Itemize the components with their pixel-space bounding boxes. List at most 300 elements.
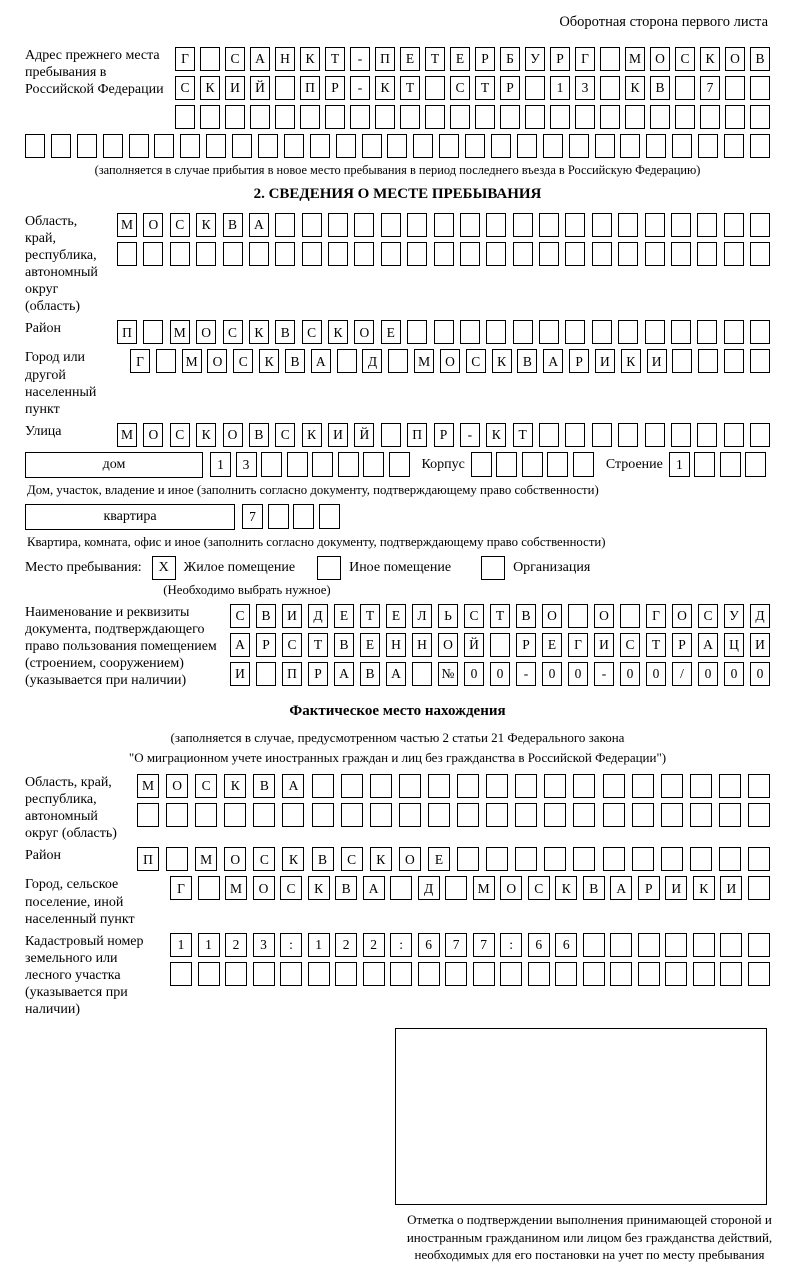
empty-char-cell (335, 962, 357, 986)
char-cell: Й (250, 76, 270, 100)
city-block (25, 349, 770, 417)
char-cell: П (407, 423, 427, 447)
empty-char-cell (428, 774, 450, 798)
region-rows (117, 213, 770, 266)
char-cell: М (117, 423, 137, 447)
char-cell: Р (550, 47, 570, 71)
empty-char-cell (143, 242, 163, 266)
empty-char-cell (232, 134, 252, 158)
empty-char-cell (661, 774, 683, 798)
char-cell: Л (412, 604, 432, 628)
empty-char-cell (308, 962, 330, 986)
korpus-cells (471, 452, 594, 477)
char-cell: Р (308, 662, 328, 686)
empty-char-cell (600, 76, 620, 100)
empty-char-cell (724, 242, 744, 266)
region-block (25, 213, 770, 315)
char-cell: И (225, 76, 245, 100)
district-row (117, 320, 770, 344)
empty-char-cell (750, 423, 770, 447)
char-cell: О (725, 47, 745, 71)
empty-char-cell (515, 803, 537, 827)
empty-char-cell (595, 134, 615, 158)
char-cell: В (253, 774, 275, 798)
char-cell: М (117, 213, 137, 237)
char-cell: П (375, 47, 395, 71)
empty-char-cell (258, 134, 278, 158)
char-cell: Г (175, 47, 195, 71)
empty-char-cell (250, 105, 270, 129)
empty-char-cell (632, 847, 654, 871)
empty-char-cell (539, 242, 559, 266)
actual-district-block (25, 847, 770, 871)
empty-char-cell (381, 242, 401, 266)
char-cell: Р (500, 76, 520, 100)
char-cell: К (700, 47, 720, 71)
empty-char-cell (697, 320, 717, 344)
empty-char-cell (336, 134, 356, 158)
empty-char-cell (200, 105, 220, 129)
empty-char-cell (25, 134, 45, 158)
empty-char-cell (748, 962, 770, 986)
char-cell: В (256, 604, 276, 628)
char-cell: А (249, 213, 269, 237)
char-cell: К (693, 876, 715, 900)
char-cell: Т (325, 47, 345, 71)
stroenie-label: Строение (605, 456, 663, 472)
actual-location-heading: Фактическое место нахождения (289, 703, 506, 720)
char-cell: И (230, 662, 250, 686)
char-cell: А (698, 633, 718, 657)
char-cell: С (464, 604, 484, 628)
char-cell: Р (516, 633, 536, 657)
empty-char-cell (256, 662, 276, 686)
empty-char-cell (515, 847, 537, 871)
char-cell: 1 (550, 76, 570, 100)
empty-char-cell (328, 242, 348, 266)
empty-char-cell (328, 213, 348, 237)
prev-address-row-2 (175, 76, 770, 100)
actual-city-row (170, 876, 770, 900)
char-cell: Е (360, 633, 380, 657)
empty-char-cell (450, 105, 470, 129)
char-cell: 7 (445, 933, 467, 957)
empty-char-cell (693, 933, 715, 957)
char-cell: М (225, 876, 247, 900)
empty-char-cell (750, 349, 770, 373)
char-cell: П (137, 847, 159, 871)
apartment-box: квартира (25, 504, 235, 530)
char-cell: С (230, 604, 250, 628)
apartment-cells (242, 504, 340, 529)
empty-char-cell (354, 213, 374, 237)
empty-char-cell (457, 774, 479, 798)
char-cell: Е (386, 604, 406, 628)
empty-char-cell (719, 847, 741, 871)
empty-char-cell (698, 134, 718, 158)
empty-char-cell (575, 105, 595, 129)
empty-char-cell (400, 105, 420, 129)
char-cell: И (750, 633, 770, 657)
char-cell: О (354, 320, 374, 344)
stay-type-checkbox-residential: X (152, 556, 176, 580)
empty-char-cell (672, 134, 692, 158)
document-block (25, 604, 770, 689)
char-cell: О (500, 876, 522, 900)
empty-char-cell (600, 105, 620, 129)
stay-type-checkbox-other (317, 556, 341, 580)
char-cell: Е (334, 604, 354, 628)
char-cell: А (282, 774, 304, 798)
char-cell: 6 (418, 933, 440, 957)
char-cell: В (360, 662, 380, 686)
empty-char-cell (475, 105, 495, 129)
empty-char-cell (434, 242, 454, 266)
empty-char-cell (500, 105, 520, 129)
empty-char-cell (200, 47, 220, 71)
prev-address-block (25, 47, 770, 129)
empty-char-cell (363, 962, 385, 986)
empty-char-cell (694, 452, 715, 477)
char-cell: 6 (555, 933, 577, 957)
stay-type-option-organization: Организация (513, 559, 591, 575)
empty-char-cell (750, 105, 770, 129)
document-row-1 (230, 604, 770, 628)
empty-char-cell (625, 105, 645, 129)
empty-char-cell (287, 452, 308, 477)
char-cell: О (207, 349, 227, 373)
city-label: Город или другой населенный пункт (25, 350, 97, 417)
empty-char-cell (166, 847, 188, 871)
empty-char-cell (638, 962, 660, 986)
char-cell: К (196, 213, 216, 237)
char-cell: А (363, 876, 385, 900)
char-cell: И (665, 876, 687, 900)
char-cell: Н (412, 633, 432, 657)
cadastre-block (25, 933, 770, 1018)
empty-char-cell (338, 452, 359, 477)
korpus-label: Корпус (421, 456, 465, 472)
empty-char-cell (341, 803, 363, 827)
char-cell: В (516, 604, 536, 628)
char-cell: О (440, 349, 460, 373)
char-cell: К (621, 349, 641, 373)
char-cell: - (350, 76, 370, 100)
apartment-caption: Квартира, комната, офис и иное (заполнить согласно документу, подтверждающему право собственности) (27, 534, 606, 549)
empty-char-cell (555, 962, 577, 986)
char-cell: И (720, 876, 742, 900)
empty-char-cell (362, 134, 382, 158)
empty-char-cell (539, 320, 559, 344)
char-cell: Т (646, 633, 666, 657)
empty-char-cell (175, 105, 195, 129)
prev-address-note: (заполняется в случае прибытия в новое место пребывания в период последнего въезда в Российскую Федерацию) (94, 163, 701, 177)
empty-char-cell (650, 105, 670, 129)
empty-char-cell (407, 320, 427, 344)
empty-char-cell (750, 320, 770, 344)
region-row-2 (117, 242, 770, 266)
empty-char-cell (719, 803, 741, 827)
empty-char-cell (117, 242, 137, 266)
char-cell: Д (418, 876, 440, 900)
empty-char-cell (565, 320, 585, 344)
empty-char-cell (528, 962, 550, 986)
empty-char-cell (725, 76, 745, 100)
empty-char-cell (170, 242, 190, 266)
char-cell: К (282, 847, 304, 871)
empty-char-cell (434, 320, 454, 344)
char-cell: 3 (236, 452, 257, 477)
empty-char-cell (748, 847, 770, 871)
char-cell: В (583, 876, 605, 900)
char-cell: 0 (464, 662, 484, 686)
char-cell: Р (569, 349, 589, 373)
char-cell: Т (513, 423, 533, 447)
empty-char-cell (646, 134, 666, 158)
empty-char-cell (618, 213, 638, 237)
char-cell: М (473, 876, 495, 900)
char-cell: П (300, 76, 320, 100)
char-cell: 6 (528, 933, 550, 957)
empty-char-cell (724, 423, 744, 447)
char-cell: С (698, 604, 718, 628)
empty-char-cell (592, 423, 612, 447)
char-cell: С (225, 47, 245, 71)
empty-char-cell (460, 213, 480, 237)
empty-char-cell (748, 876, 770, 900)
char-cell: Й (464, 633, 484, 657)
char-cell: С (233, 349, 253, 373)
empty-char-cell (569, 134, 589, 158)
empty-char-cell (618, 242, 638, 266)
document-row-2 (230, 633, 770, 657)
empty-char-cell (312, 452, 333, 477)
empty-char-cell (337, 349, 357, 373)
empty-char-cell (154, 134, 174, 158)
char-cell: О (143, 213, 163, 237)
char-cell: С (282, 633, 302, 657)
empty-char-cell (513, 320, 533, 344)
char-cell: : (280, 933, 302, 957)
char-cell: К (302, 423, 322, 447)
char-cell: О (196, 320, 216, 344)
empty-char-cell (486, 320, 506, 344)
empty-char-cell (573, 774, 595, 798)
empty-char-cell (390, 876, 412, 900)
empty-char-cell (490, 633, 510, 657)
empty-char-cell (51, 134, 71, 158)
empty-char-cell (496, 452, 517, 477)
char-cell: Й (354, 423, 374, 447)
char-cell: 2 (335, 933, 357, 957)
empty-char-cell (428, 803, 450, 827)
char-cell: К (308, 876, 330, 900)
char-cell: Т (475, 76, 495, 100)
document-row-3 (230, 662, 770, 686)
empty-char-cell (388, 349, 408, 373)
char-cell: И (647, 349, 667, 373)
actual-city-label: Город, сельское поселение, иной населенный пункт (25, 877, 135, 927)
empty-char-cell (672, 349, 692, 373)
prev-address-label: Адрес прежнего места пребывания в Российской Федерации (25, 48, 164, 98)
empty-char-cell (195, 803, 217, 827)
prev-address-row-1 (175, 47, 770, 71)
char-cell: С (223, 320, 243, 344)
street-block (25, 423, 770, 447)
empty-char-cell (690, 847, 712, 871)
actual-location-note-1: (заполняется в случае, предусмотренном частью 2 статьи 21 Федерального закона (170, 730, 625, 746)
char-cell: С (195, 774, 217, 798)
empty-char-cell (486, 213, 506, 237)
empty-char-cell (129, 134, 149, 158)
street-label: Улица (25, 423, 62, 439)
empty-char-cell (620, 604, 640, 628)
char-cell: Т (308, 633, 328, 657)
char-cell: Р (672, 633, 692, 657)
empty-char-cell (460, 242, 480, 266)
empty-char-cell (665, 962, 687, 986)
char-cell: М (414, 349, 434, 373)
char-cell: И (328, 423, 348, 447)
char-cell: С (466, 349, 486, 373)
empty-char-cell (457, 803, 479, 827)
char-cell: В (312, 847, 334, 871)
char-cell: 0 (568, 662, 588, 686)
empty-char-cell (253, 962, 275, 986)
char-cell: А (250, 47, 270, 71)
district-block (25, 320, 770, 344)
empty-char-cell (275, 213, 295, 237)
empty-char-cell (600, 47, 620, 71)
char-cell: К (492, 349, 512, 373)
empty-char-cell (198, 876, 220, 900)
empty-char-cell (156, 349, 176, 373)
stay-type-row (25, 556, 770, 580)
char-cell: К (224, 774, 246, 798)
char-cell: П (117, 320, 137, 344)
char-cell: Т (400, 76, 420, 100)
empty-char-cell (565, 213, 585, 237)
empty-char-cell (583, 933, 605, 957)
char-cell: 7 (242, 504, 263, 529)
char-cell: Б (500, 47, 520, 71)
char-cell: : (500, 933, 522, 957)
char-cell: М (195, 847, 217, 871)
empty-char-cell (573, 847, 595, 871)
empty-char-cell (592, 320, 612, 344)
char-cell: - (350, 47, 370, 71)
empty-char-cell (77, 134, 97, 158)
char-cell: Р (434, 423, 454, 447)
empty-char-cell (302, 242, 322, 266)
empty-char-cell (268, 504, 289, 529)
char-cell: 3 (253, 933, 275, 957)
char-cell: К (375, 76, 395, 100)
char-cell: У (525, 47, 545, 71)
char-cell: Д (362, 349, 382, 373)
apartment-row (25, 504, 770, 530)
char-cell: Г (575, 47, 595, 71)
char-cell: В (285, 349, 305, 373)
empty-char-cell (748, 933, 770, 957)
empty-char-cell (225, 962, 247, 986)
empty-char-cell (573, 452, 594, 477)
empty-char-cell (439, 134, 459, 158)
empty-char-cell (724, 320, 744, 344)
char-cell: Р (638, 876, 660, 900)
empty-char-cell (473, 962, 495, 986)
char-cell: С (302, 320, 322, 344)
empty-char-cell (724, 213, 744, 237)
char-cell: К (259, 349, 279, 373)
char-cell: Е (450, 47, 470, 71)
empty-char-cell (312, 803, 334, 827)
empty-char-cell (500, 962, 522, 986)
empty-char-cell (690, 774, 712, 798)
empty-char-cell (603, 803, 625, 827)
char-cell: О (438, 633, 458, 657)
char-cell: Г (130, 349, 150, 373)
char-cell: П (282, 662, 302, 686)
empty-char-cell (407, 242, 427, 266)
stay-type-option-other: Иное помещение (349, 559, 452, 575)
district-label: Район (25, 321, 61, 337)
char-cell: 0 (646, 662, 666, 686)
empty-char-cell (645, 423, 665, 447)
empty-char-cell (671, 242, 691, 266)
char-cell: О (143, 423, 163, 447)
empty-char-cell (170, 962, 192, 986)
empty-char-cell (610, 933, 632, 957)
char-cell: С (450, 76, 470, 100)
char-cell: В (650, 76, 670, 100)
empty-char-cell (284, 134, 304, 158)
empty-char-cell (350, 105, 370, 129)
empty-char-cell (592, 242, 612, 266)
char-cell: Р (256, 633, 276, 657)
empty-char-cell (143, 320, 163, 344)
char-cell: Е (542, 633, 562, 657)
region-row-1 (117, 213, 770, 237)
empty-char-cell (517, 134, 537, 158)
char-cell: К (196, 423, 216, 447)
empty-char-cell (513, 213, 533, 237)
char-cell: О (594, 604, 614, 628)
char-cell: К (300, 47, 320, 71)
empty-char-cell (618, 320, 638, 344)
empty-char-cell (370, 774, 392, 798)
actual-region-label: Область, край, республика, автономный округ (область) (25, 775, 117, 842)
prev-address-row-3 (175, 105, 770, 129)
empty-char-cell (425, 76, 445, 100)
empty-char-cell (381, 213, 401, 237)
empty-char-cell (280, 962, 302, 986)
empty-char-cell (224, 803, 246, 827)
char-cell: С (341, 847, 363, 871)
char-cell: В (335, 876, 357, 900)
char-cell: - (594, 662, 614, 686)
actual-district-label: Район (25, 848, 61, 864)
empty-char-cell (671, 423, 691, 447)
region-label: Область, край, республика, автономный округ (область) (25, 214, 98, 315)
char-cell: М (137, 774, 159, 798)
empty-char-cell (724, 134, 744, 158)
empty-char-cell (720, 452, 741, 477)
char-cell: В (334, 633, 354, 657)
empty-char-cell (381, 423, 401, 447)
empty-char-cell (375, 105, 395, 129)
empty-char-cell (720, 933, 742, 957)
